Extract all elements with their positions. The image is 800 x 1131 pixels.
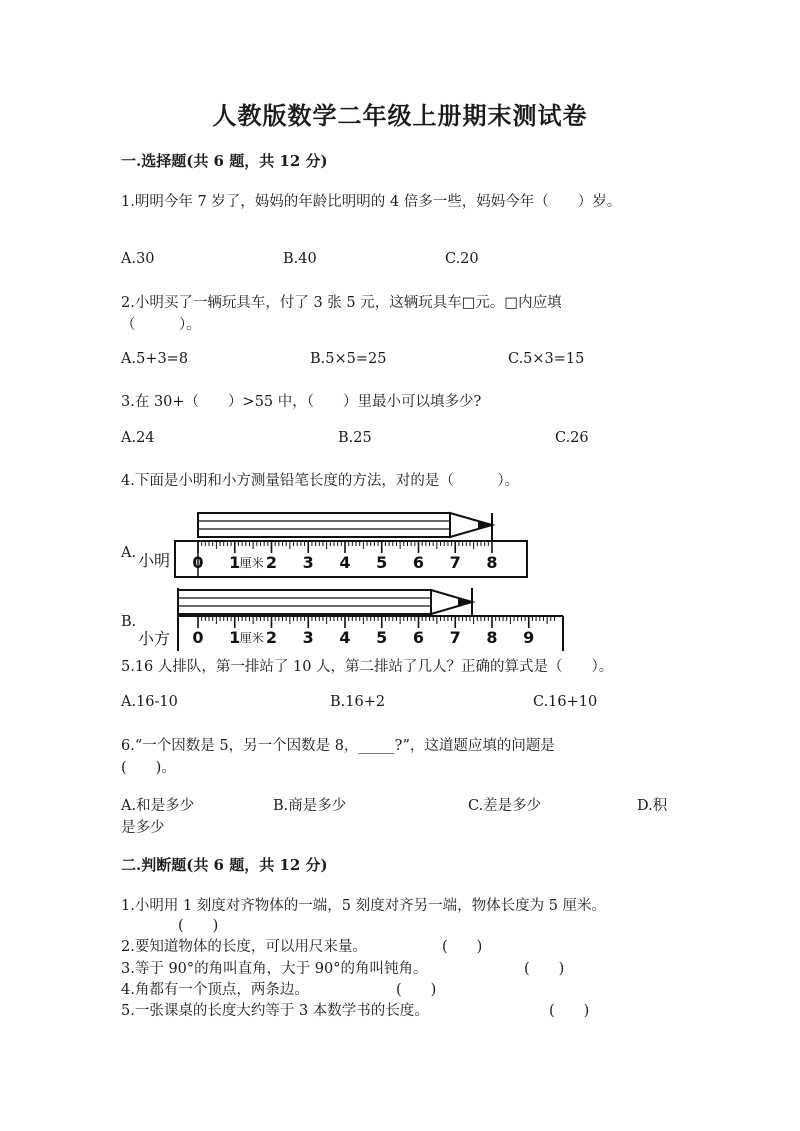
judge-4-text: 4.角都有一个顶点，两条边。 <box>121 982 309 998</box>
ruler-b-tick-label: 8 <box>486 628 498 647</box>
question-6-option-d[interactable]: D.积 <box>637 798 668 814</box>
judge-5-text: 5.一张课桌的长度大约等于 3 本数学书的长度。 <box>121 1003 429 1019</box>
question-4-text: 4.下面是小明和小方测量铅笔长度的方法，对的是（ ）。 <box>121 473 520 489</box>
ruler-b-tick-label: 0 <box>192 628 204 647</box>
question-6-option-c[interactable]: C.差是多少 <box>468 798 542 814</box>
question-5-option-b[interactable]: B.16+2 <box>330 694 386 710</box>
question-6-text-line2: ( )。 <box>121 760 176 776</box>
question-3-text: 3.在 30+（ ）>55 中，（ ）里最小可以填多少? <box>121 394 482 410</box>
judge-2-text: 2.要知道物体的长度，可以用尺来量。 <box>121 939 367 955</box>
ruler-a-name: 小明 <box>138 551 171 570</box>
ruler-a-unit-label: 厘米 <box>239 556 264 570</box>
question-3-option-b[interactable]: B.25 <box>338 430 372 446</box>
judge-1-text: 1.小明用 1 刻度对齐物体的一端，5 刻度对齐另一端，物体长度为 5 厘米。 <box>121 898 607 914</box>
judge-3-text: 3.等于 90°的角叫直角，大于 90°的角叫钝角。 <box>121 961 428 977</box>
question-1-text: 1.明明今年 7 岁了，妈妈的年龄比明明的 4 倍多一些，妈妈今年（ ）岁。 <box>121 194 622 210</box>
ruler-b-unit-label: 厘米 <box>239 631 264 645</box>
ruler-a-tick-label: 4 <box>339 553 351 572</box>
question-1-option-c[interactable]: C.20 <box>445 251 479 267</box>
ruler-a-tick-label: 3 <box>302 553 314 572</box>
question-2-text-line1: 2.小明买了一辆玩具车，付了 3 张 5 元，这辆玩具车□元。□内应填 <box>121 295 562 311</box>
ruler-a-tick-label: 8 <box>486 553 498 572</box>
question-3-option-c[interactable]: C.26 <box>555 430 589 446</box>
ruler-b-tick-label: 2 <box>265 628 278 647</box>
question-2-option-a[interactable]: A.5+3=8 <box>121 351 189 367</box>
section-heading-choice: 一.选择题(共 6 题，共 12 分) <box>121 152 328 170</box>
judge-3-blank[interactable]: ( ) <box>524 961 565 977</box>
judge-4-blank[interactable]: ( ) <box>396 982 437 998</box>
ruler-b-tick-label: 9 <box>523 628 535 647</box>
ruler-a-tick-label: 7 <box>449 553 461 572</box>
ruler-b-tick-label: 5 <box>376 628 388 647</box>
ruler-b-tick-label: 1 <box>229 628 241 647</box>
question-4-option-a[interactable]: A. <box>121 545 137 561</box>
ruler-figure <box>135 503 575 653</box>
question-5-text: 5.16 人排队，第一排站了 10 人，第二排站了几人？正确的算式是（ ）。 <box>121 659 614 675</box>
ruler-a-tick-label: 6 <box>412 553 425 572</box>
question-1-option-a[interactable]: A.30 <box>121 251 155 267</box>
ruler-a <box>175 541 527 577</box>
pencil-a-icon <box>198 513 492 541</box>
ruler-b-tick-label: 6 <box>412 628 425 647</box>
ruler-b-tick-label: 7 <box>449 628 461 647</box>
ruler-a-tick-label: 2 <box>265 553 278 572</box>
question-2-text-line2: （ ）。 <box>121 317 201 333</box>
question-1-option-b[interactable]: B.40 <box>283 251 317 267</box>
question-6-option-a[interactable]: A.和是多少 <box>121 798 195 814</box>
question-6-text-line1: 6.“一个因数是 5，另一个因数是 8，_____?”，这道题应填的问题是 <box>121 738 555 754</box>
question-2-option-c[interactable]: C.5×3=15 <box>508 351 585 367</box>
question-2-option-b[interactable]: B.5×5=25 <box>310 351 387 367</box>
question-6-option-d-wrap: 是多少 <box>121 820 165 836</box>
ruler-b-tick-label: 3 <box>302 628 314 647</box>
question-5-option-a[interactable]: A.16-10 <box>121 694 178 710</box>
section-heading-judge: 二.判断题(共 6 题，共 12 分) <box>121 856 328 874</box>
question-5-option-c[interactable]: C.16+10 <box>533 694 598 710</box>
ruler-a-tick-label: 5 <box>376 553 388 572</box>
pencil-b-icon <box>178 588 472 617</box>
question-6-option-b[interactable]: B.商是多少 <box>273 798 347 814</box>
question-4-option-b[interactable]: B. <box>121 614 137 630</box>
judge-1-blank[interactable]: ( ) <box>178 918 219 934</box>
judge-5-blank[interactable]: ( ) <box>549 1003 590 1019</box>
ruler-a-tick-label: 0 <box>192 553 204 572</box>
judge-2-blank[interactable]: ( ) <box>442 939 483 955</box>
ruler-b-tick-label: 4 <box>339 628 351 647</box>
ruler-b-name: 小方 <box>138 629 171 648</box>
ruler-a-tick-label: 1 <box>229 553 241 572</box>
question-3-option-a[interactable]: A.24 <box>121 430 155 446</box>
page-title: 人教版数学二年级上册期末测试卷 <box>212 101 588 130</box>
